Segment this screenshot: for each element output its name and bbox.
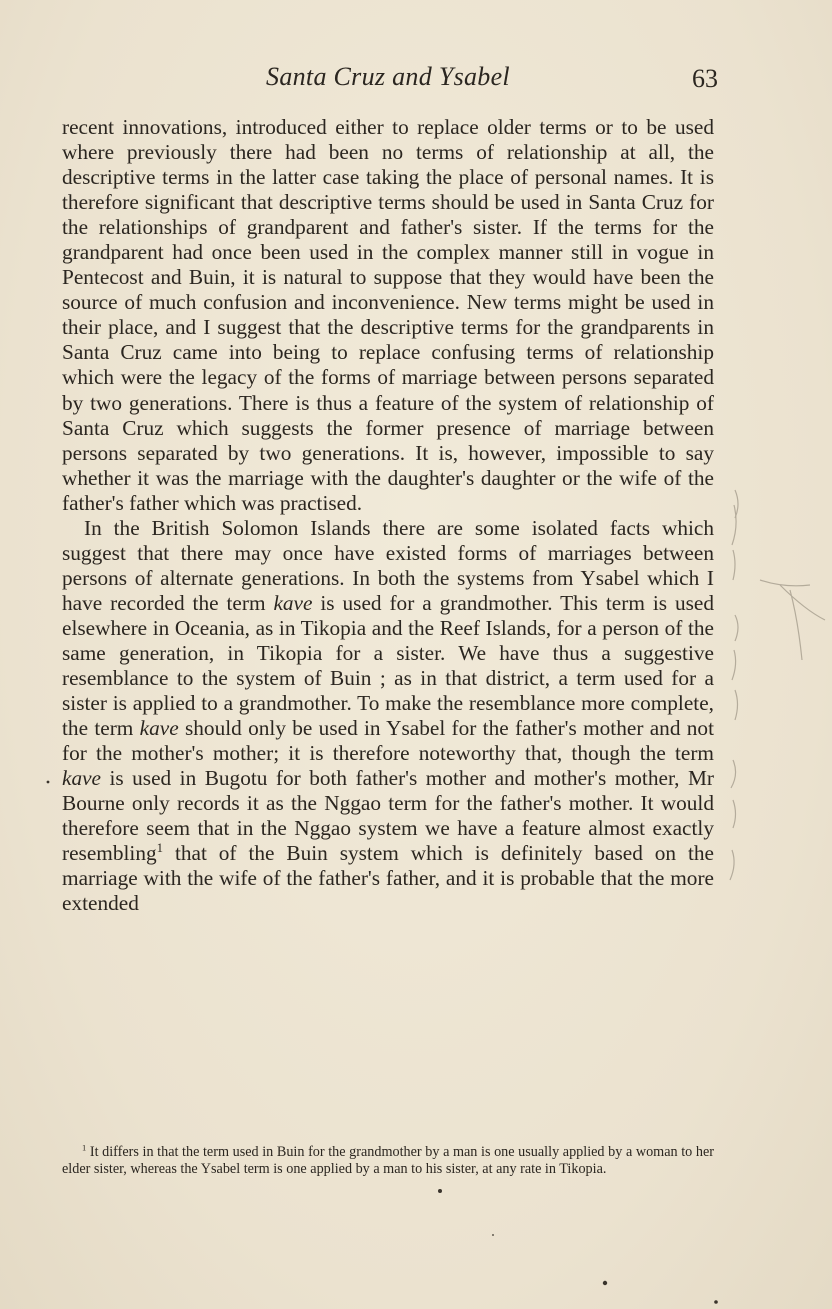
paragraph-2-part-a: In the British Solomon Islands there are some isolated facts which suggest that there may once have existed forms of marriages between persons of alternate generations. In both the systems from Ysabel which I have recorded the term [62,515,714,615]
footnote-reference[interactable]: 1 [156,841,164,856]
dust-speck [438,1189,442,1193]
paragraph-2-part-c: should only be used in Ysabel for the father's mother and not for the mother's mother; it is therefore noteworthy that, though the term [62,716,714,766]
dust-speck [47,781,50,784]
running-title: Santa Cruz and Ysabel [266,62,510,91]
dust-speck [603,1281,607,1285]
paragraph-2 [62,516,714,917]
term-kave: kave [273,590,313,615]
dust-speck [492,1234,494,1236]
paragraph-2-part-d: is used in Bugotu for both father's mother and mother's mother, Mr Bourne only records it as the Nggao term for the father's mother. It would therefore seem that in the Nggao system we have a feature almost exactly resembling [62,766,714,866]
footnote-marker: 1 [82,1142,87,1153]
footnote [62,1144,714,1178]
dust-speck [714,1300,718,1304]
paragraph-1: recent innovations, introduced either to replace older terms or to be used where previously there had been no terms of relationship at all, the descriptive terms in the latter case taking the place of personal names. It is therefore significant that descriptive terms should be used in Santa Cruz for the relationships of grandparent and father's sister. If the terms for the grandparent had once been used in the complex manner still in vogue in Pentecost and Buin, it is natural to suppose that they would have been the source of much confusion and inconvenience. New terms might be used in their place, and I suggest that the descriptive terms for the grandparents in Santa Cruz came into being to replace confusing terms of relationship which were the legacy of the forms of marriage between persons separated by two generations. There is thus a feature of the system of relationship of Santa Cruz which suggests the former presence of marriage between persons separated by two generations. It is, however, impossible to say whether it was the marriage with the daughter's daughter or the wife of the father's father which was practised. [62,115,714,515]
margin-mark [735,615,738,641]
paragraph-2-part-e: that of the Buin system which is definitely based on the marriage with the wife of the father's father, and it is probable that the more extended [62,841,714,916]
margin-mark [760,580,810,586]
margin-mark [735,490,738,518]
footnote-text: It differs in that the term used in Buin for the grandmother by a man is one usually applied by a woman to her elder sister, whereas the Ysabel term is one applied by a man to his sister, at any rate in Tikopia. [62,1144,714,1177]
margin-mark [790,590,802,660]
margin-mark [735,690,738,720]
term-kave: kave [139,716,179,741]
margin-mark [733,800,736,828]
body-text [62,115,714,917]
margin-mark [732,650,736,680]
margin-mark [731,760,736,788]
margin-mark [733,550,735,580]
paragraph-2-part-b: is used for a grandmother. This term is used elsewhere in Oceania, as in Tikopia and the Reef Islands, for a person of the same generation, in Tikopia for a sister. We have thus a suggestive resemblance to the system of Buin ; as in that district, a term used for a sister is applied to a grandmother. To make the resemblance more complete, the term [62,590,715,741]
running-head [62,62,718,102]
page-number: 63 [692,64,718,93]
term-kave: kave [62,766,102,791]
margin-mark [780,585,825,620]
margin-mark [730,850,734,880]
margin-mark [732,505,736,545]
